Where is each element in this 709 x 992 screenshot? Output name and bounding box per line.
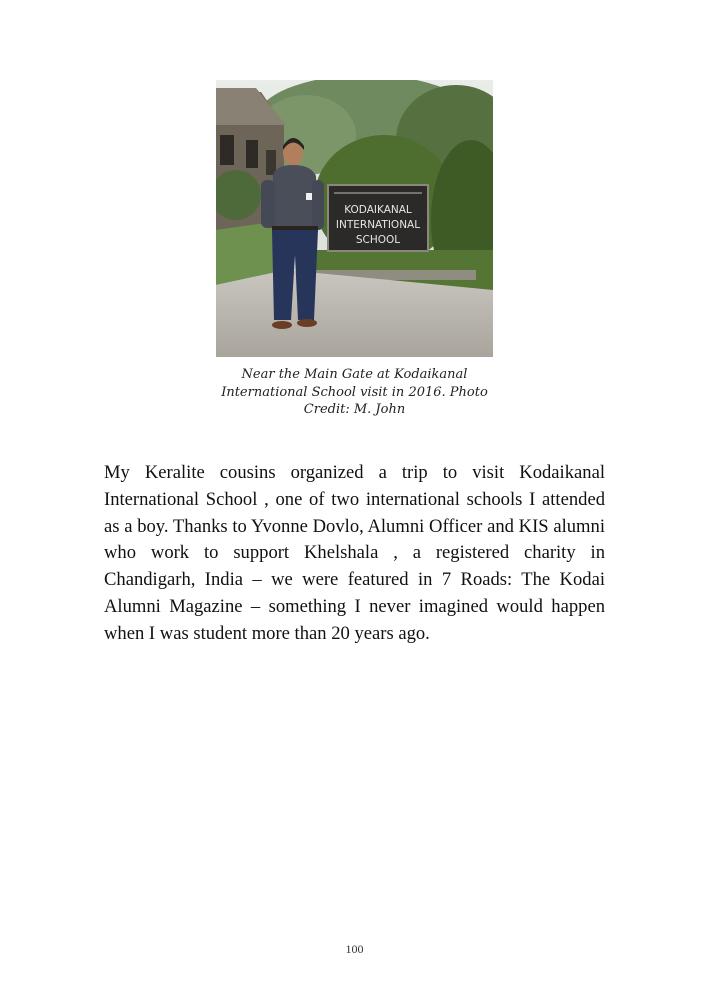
photo-caption: Near the Main Gate at Kodaikanal International School visit in 2016. Photo Credit: M. John (221, 367, 488, 417)
sign-line-2: INTERNATIONAL (335, 219, 421, 231)
sign-line-3: SCHOOL (355, 234, 401, 246)
school-gate-photo (216, 80, 493, 357)
sign-line-1: KODAIKANAL (344, 204, 412, 216)
body-paragraph: My Keralite cousins organized a trip to visit Kodaikanal International School , one of two international schools I attended as a boy. Thanks to Yvonne Dovlo, Alumni Officer and KIS alumni who work to support Khelshala , a registered charity in Chandigarh, India – we were featured in 7 Roads: The Kodai Alumni Magazine – something I never imagined would happen when I was student more than 20 years ago. (104, 462, 605, 644)
page-number: 100 (345, 942, 364, 956)
